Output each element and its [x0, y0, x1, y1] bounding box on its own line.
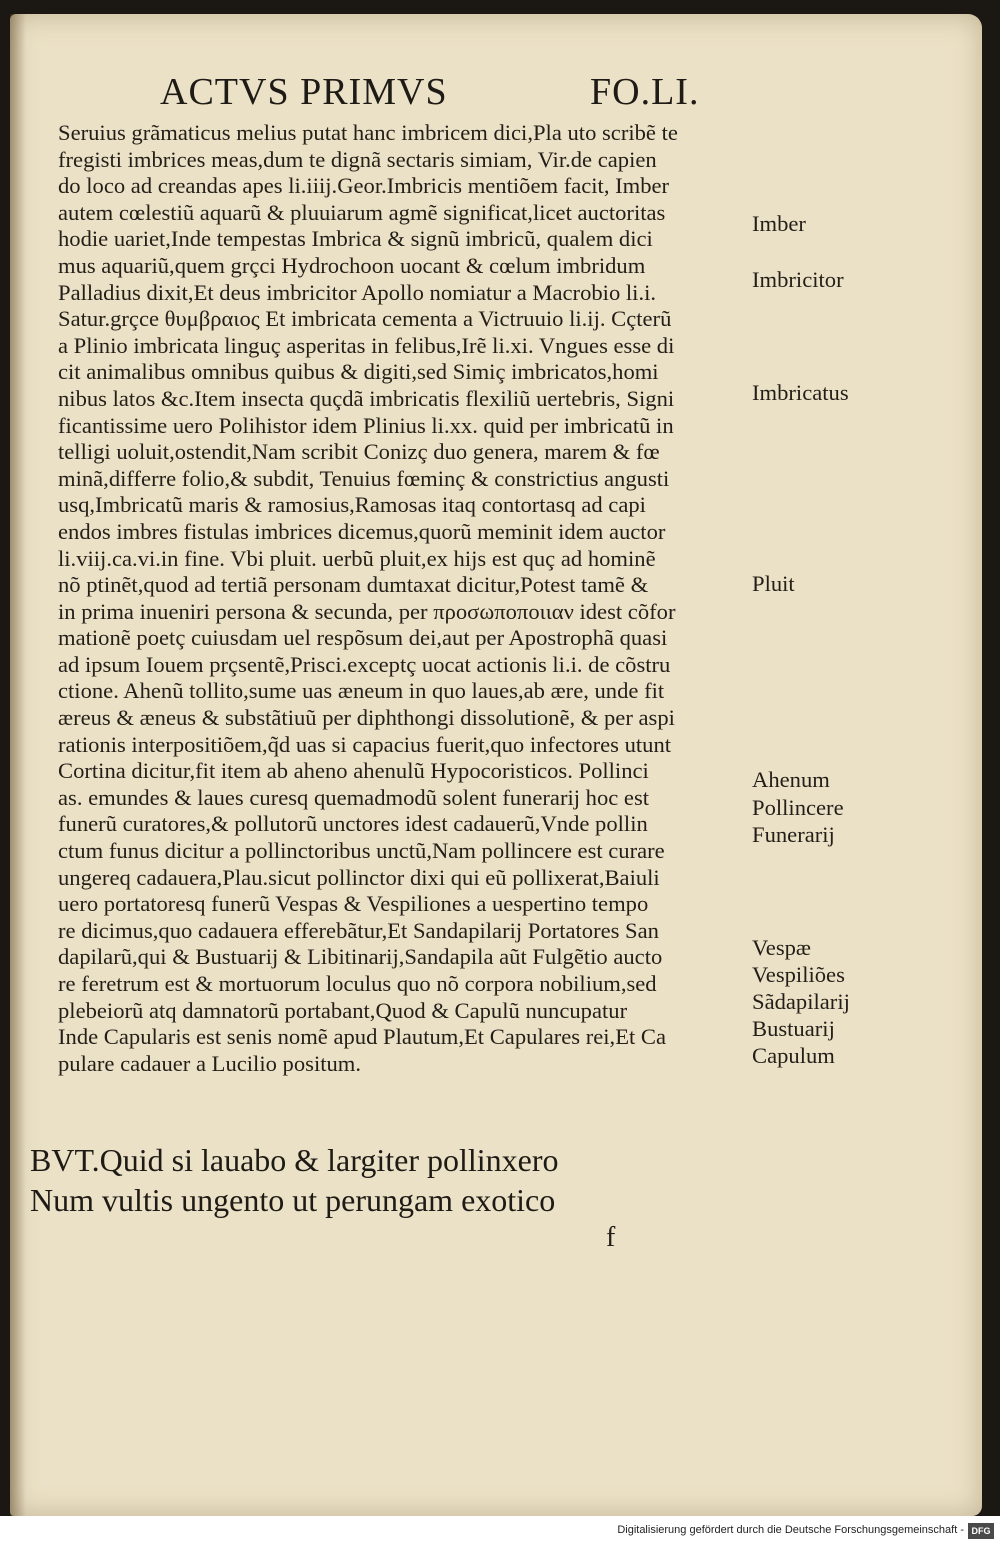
margin-note-capulum: Capulum [752, 1043, 835, 1068]
text-line: ctum funus dicitur a pollinctoribus unctũ,Nam pollincere est curare [58, 838, 665, 864]
verse-line: BVT.Quid si lauabo & largiter pollinxero [30, 1142, 559, 1178]
page-gutter-shadow [10, 14, 26, 1516]
text-line: funerũ curatores,& pollutorũ unctores idest cadauerũ,Vnde pollin [58, 811, 648, 837]
text-line: as. emundes & laues curesq quemadmodũ solent funerarij hoc est [58, 784, 650, 810]
text-line: usq,Imbricatũ maris & ramosius,Ramosas itaq contortasq ad capi [58, 492, 646, 518]
text-line: Palladius dixit,Et deus imbricitor Apollo nomiatur a Macrobio li.i. [58, 279, 657, 305]
folio-number: FO.LI. [590, 71, 700, 113]
margin-note-imbricitor: Imbricitor [752, 267, 844, 292]
text-line: mationẽ poetç cuiusdam uel respõsum dei,aut per Apostrophã quasi [58, 625, 668, 651]
text-line: cit animalibus omnibus quibus & digiti,sed Simiç imbricatos,homi [58, 359, 659, 385]
text-line: ficantissime uero Polihistor idem Plinius li.xx. quid per imbricatũ in [58, 412, 674, 438]
margin-note-sandapilarij: Sãdapilarij [752, 989, 850, 1014]
text-line: re feretrum est & mortuorum loculus quo nõ corpora nobilium,sed [58, 971, 657, 996]
text-line: uero portatoresq funerũ Vespas & Vespiliones a uespertino tempo [58, 891, 649, 917]
margin-note-bustuarij: Bustuarij [752, 1016, 835, 1041]
text-line: Cortina dicitur,fit item ab aheno ahenulũ Hypocoristicos. Pollinci [58, 758, 649, 784]
text-line: minã,differre folio,& subdit, Tenuius fœminç & constrictius angusti [58, 465, 670, 491]
text-line: li.viij.ca.vi.in fine. Vbi pluit. uerbũ pluit,ex hijs est quç ad hominẽ [58, 545, 656, 571]
running-head-title: ACTVS PRIMVS [160, 71, 448, 113]
commentary-text [58, 120, 778, 1077]
text-line: in prima inueniri persona & secunda, per προσωποποιιαν idest cõfor [58, 598, 676, 624]
text-line: Inde Capularis est senis nomẽ apud Plautum,Et Capulares rei,Et Ca [58, 1024, 667, 1050]
text-line: ad ipsum Iouem prçsentẽ,Prisci.exceptç uocat actionis li.i. de cõstru [58, 651, 671, 677]
text-line: plebeiorũ atq damnatorũ portabant,Quod & Capulũ nuncupatur [58, 997, 628, 1023]
margin-note-imber: Imber [752, 211, 806, 236]
text-line: endos imbres fistulas imbrices dicemus,quorũ meminit idem auctor [58, 518, 666, 544]
margin-note-imbricatus: Imbricatus [752, 380, 849, 405]
text-line: re dicimus,quo cadauera efferebãtur,Et Sandapilarij Portatores San [58, 917, 659, 943]
text-line: a Plinio imbricata linguç asperitas in felibus,Irẽ li.xi. Vngues esse di [58, 332, 675, 358]
signature-mark: f [606, 1222, 616, 1253]
margin-note-ahenum: Ahenum [752, 767, 830, 792]
margin-note-vespae: Vespæ [752, 935, 811, 960]
text-line: ctione. Ahenũ tollito,sume uas æneum in quo laues,ab ære, unde fit [58, 678, 665, 704]
text-line: rationis interpositiõem,q̃d uas si capacius fuerit,quo infectores utunt [58, 731, 672, 757]
text-line: fregisti imbrices meas,dum te dignã sectaris simiam, Vir.de capien [58, 146, 657, 172]
text-line: Seruius grãmaticus melius putat hanc imbricem dici,Pla uto scribẽ te [58, 120, 678, 145]
margin-note-pollincere: Pollincere [752, 795, 844, 820]
margin-note-pluit: Pluit [752, 571, 795, 596]
dfg-logo: DFG [968, 1523, 994, 1539]
running-head [160, 70, 720, 120]
text-line: æreus & æneus & substãtiuũ per diphthongi dissolutionẽ, & per aspi [58, 705, 675, 731]
text-line: mus aquariũ,quem grçci Hydrochoon uocant & cœlum imbridum [58, 252, 646, 278]
play-verse [30, 1140, 750, 1220]
text-line: telligi uoluit,ostendit,Nam scribit Conizç duo genera, marem & fœ [58, 439, 660, 465]
funding-credit: Digitalisierung gefördert durch die Deutsche Forschungsgemeinschaft - [617, 1524, 964, 1536]
text-line: hodie uariet,Inde tempestas Imbrica & signũ imbricũ, qualem dici [58, 226, 653, 252]
margin-note-vespiliones: Vespiliões [752, 962, 845, 987]
text-line: Satur.grçce θυμβραιος Et imbricata cementa a Victruuio li.ij. Cçterũ [58, 306, 672, 332]
text-line: pulare cadauer a Lucilio positum. [58, 1050, 362, 1076]
text-line: ungereq cadauera,Plau.sicut pollinctor dixi qui eũ pollixerat,Baiuli [58, 864, 660, 890]
verse-line: Num vultis ungento ut perungam exotico [30, 1182, 556, 1218]
text-line: nõ ptinẽt,quod ad tertiã personam dumtaxat dicitur,Potest tamẽ & [58, 572, 649, 598]
footer-bar [0, 1516, 1000, 1548]
text-line: dapilarũ,qui & Bustuarij & Libitinarij,Sandapila aũt Fulgẽtio aucto [58, 944, 663, 970]
margin-note-funerarij: Funerarij [752, 822, 835, 847]
text-line: do loco ad creandas apes li.iiij.Geor.Imbricis mentiõem facit, Imber [58, 173, 670, 199]
text-line: nibus latos &c.Item insecta quçdã imbricatis flexiliũ uertebris, Signi [58, 385, 675, 411]
text-line: autem cœlestiũ aquarũ & pluuiarum agmẽ significat,licet auctoritas [58, 199, 666, 225]
